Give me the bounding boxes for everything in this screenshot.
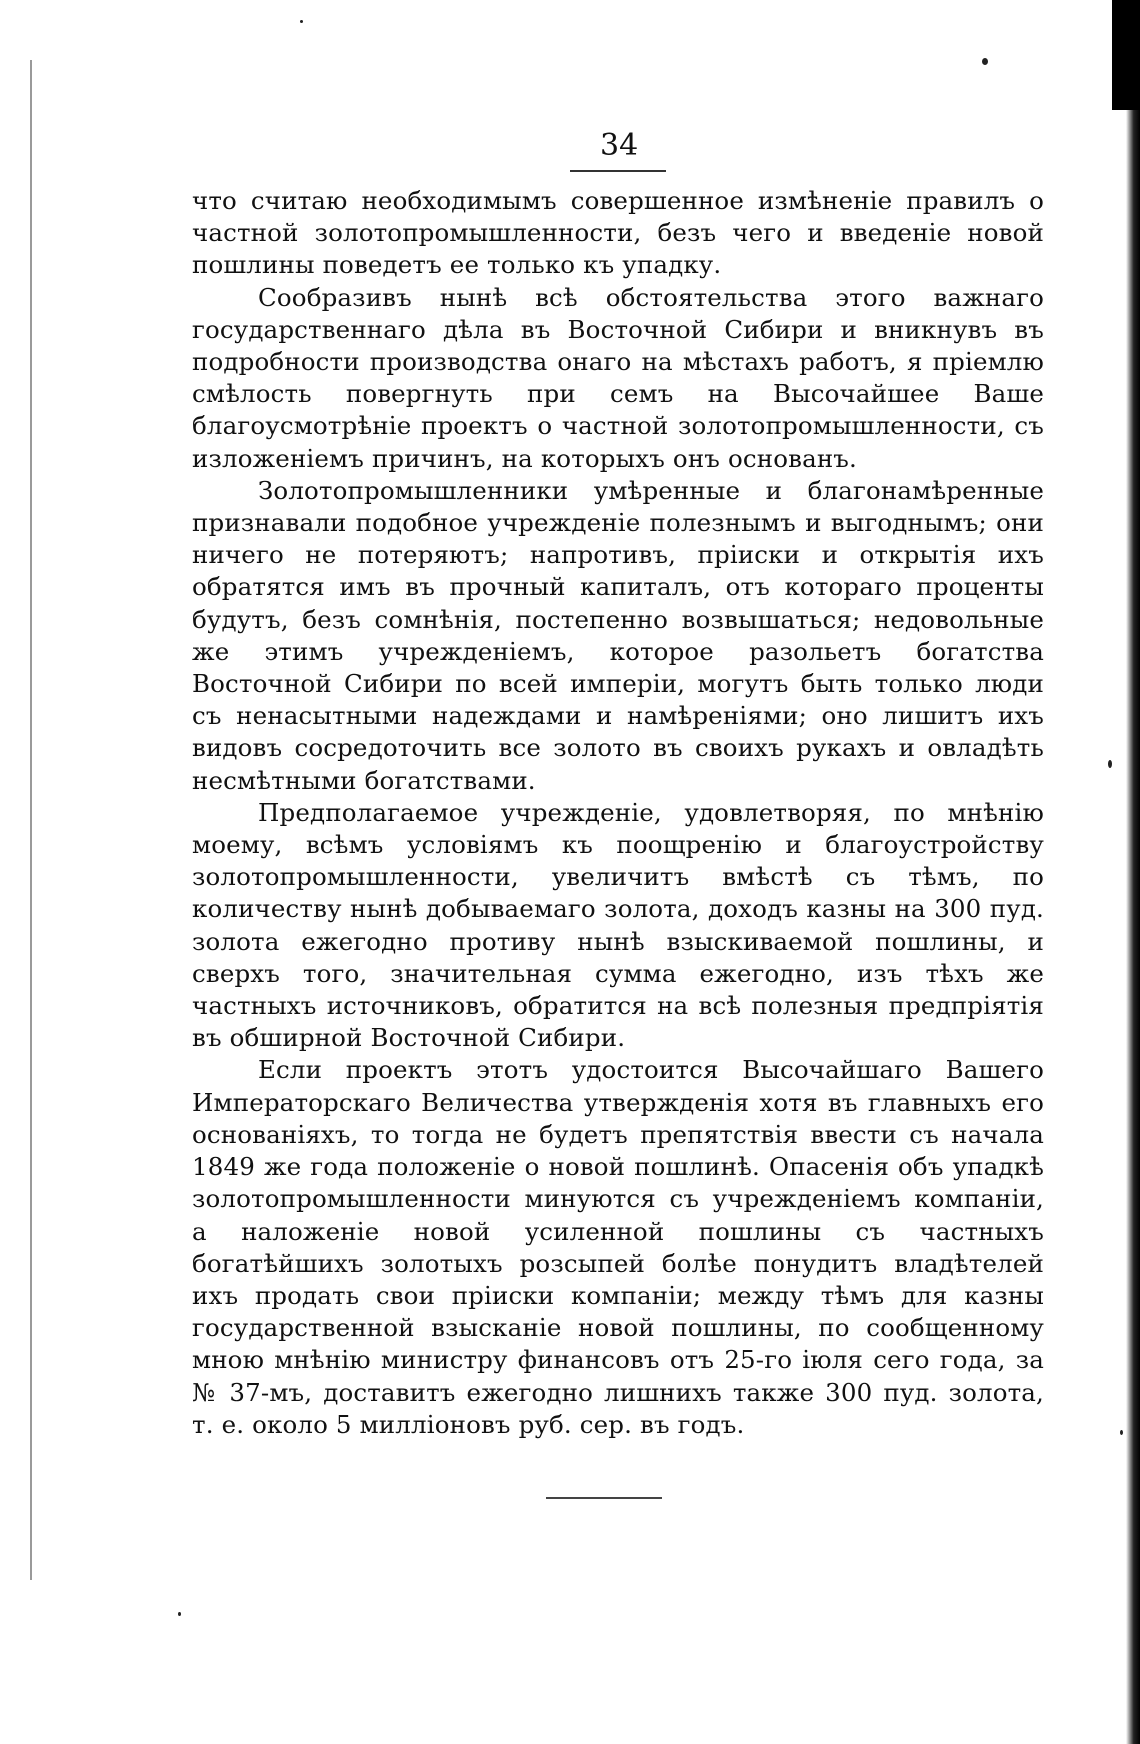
scan-speck [1120,1430,1123,1435]
paragraph: что считаю необходимымъ совершенное измѣненіе правилъ о частной золотопромышленности, безъ чего и введеніе новой пошлины поведетъ ее только къ упадку. [192,186,1044,280]
end-rule [546,1497,662,1499]
page-edge-shadow [1112,0,1140,110]
paragraph: Предполагаемое учрежденіе, удовлетворяя, по мнѣнію моему, всѣмъ условіямъ къ поощренію и благоустройству золотопромышленности, увеличитъ вмѣстѣ съ тѣмъ, по количеству нынѣ добываемаго золота, доходъ казны на 300 пуд. золота ежегодно противу нынѣ взыскиваемой пошлины, и сверхъ того, значительная сумма ежегодно, изъ тѣхъ же частныхъ источниковъ, обратится на всѣ полезныя предпріятія въ обширной Восточной Сибири. [192,797,1044,1053]
document-body [192,185,1044,1441]
scan-speck [1108,760,1112,768]
scan-speck [178,1612,181,1616]
page-edge-right [1126,0,1140,1744]
scan-speck [300,20,303,23]
paragraph: Сообразивъ нынѣ всѣ обстоятельства этого важнаго государственнаго дѣла въ Восточной Сибири и вникнувъ въ подробности производства онаго на мѣстахъ работъ, я пріемлю смѣлость повергнуть при семъ на Высочайшее Ваше благоусмотрѣніе проектъ о частной золотопромышленности, съ изложеніемъ причинъ, на которыхъ онъ основанъ. [192,282,1044,473]
paragraph: Если проектъ этотъ удостоится Высочайшаго Вашего Императорскаго Величества утвержденія хотя въ главныхъ его основаніяхъ, то тогда не будетъ препятствія ввести съ начала 1849 же года положеніе о новой пошлинѣ. Опасенія объ упадкѣ золотопромышленности минуются съ учрежденіемъ компаніи, а наложеніе новой усиленной пошлины съ частныхъ богатѣйшихъ золотыхъ розсыпей болѣе понудитъ владѣтелей ихъ продать свои пріиски компаніи; между тѣмъ для казны государственной взысканіе новой пошлины, по сообщенному мною мнѣнію министру финансовъ отъ 25-го іюля сего года, за № 37-мъ, доставитъ ежегодно лишнихъ также 300 пуд. золота, т. е. около 5 милліоновъ руб. сер. въ годъ. [192,1055,1044,1439]
page-number-rule [570,170,666,172]
scan-speck [982,58,988,65]
paragraph: Золотопромышленники умѣренные и благонамѣренные признавали подобное учрежденіе полезнымъ и выгоднымъ; они ничего не потеряютъ; напротивъ, пріиски и открытія ихъ обратятся имъ въ прочный капиталъ, отъ котораго проценты будутъ, безъ сомнѣнія, постепенно возвышаться; недовольные же этимъ учрежденіемъ, которое разольетъ богатства Восточной Сибири по всей имперіи, могутъ быть только люди съ ненасытными надеждами и намѣреніями; оно лишитъ ихъ видовъ сосредоточить все золото въ своихъ рукахъ и овладѣть несмѣтными богатствами. [192,475,1044,795]
page-number: 34 [600,128,639,163]
page-edge-left [30,60,32,1580]
